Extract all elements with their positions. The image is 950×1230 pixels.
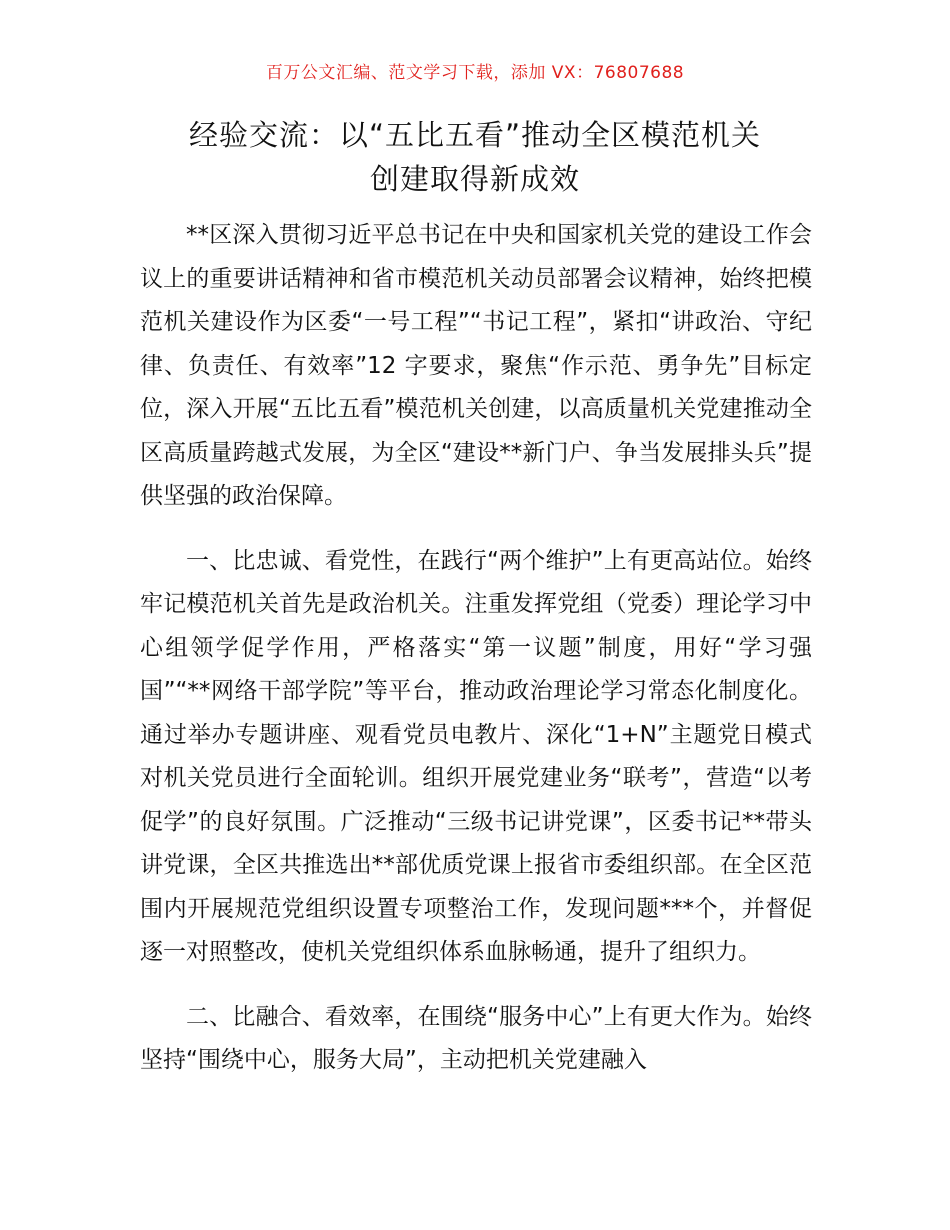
document-title-line-2: 创建取得新成效 [369, 162, 580, 196]
paragraph-section-two: 二、比融合、看效率，在围绕“服务中心”上有更大作为。始终坚持“围绕中心，服务大局”，主动把机关党建融入 [140, 1003, 812, 1073]
header-watermark-note: 百万公文汇编、范文学习下载，添加 VX：76807688 [265, 63, 685, 83]
paragraph-intro: **区深入贯彻习近平总书记在中央和国家机关党的建设工作会议上的重要讲话精神和省市模范机关动员部署会议精神，始终把模范机关建设作为区委“一号工程”“书记工程”，紧扣“讲政治、守纪律、负责任、有效率”12 字要求，聚焦“作示范、勇争先”目标定位，深入开展“五比五看”模范机关创建，以高质量机关党建推动全区高质量跨越式发展，为全区“建设**新门户、争当发展排头兵”提供坚强的政治保障。 [140, 222, 812, 509]
paragraph-section-one: 一、比忠诚、看党性，在践行“两个维护”上有更高站位。始终牢记模范机关首先是政治机关。注重发挥党组（党委）理论学习中心组领学促学作用，严格落实“第一议题”制度，用好“学习强国”“**网络干部学院”等平台，推动政治理论学习常态化制度化。通过举办专题讲座、观看党员电教片、深化“1+N”主题党日模式对机关党员进行全面轮训。组织开展党建业务“联考”，营造“以考促学”的良好氛围。广泛推动“三级书记讲党课”，区委书记**带头讲党课，全区共推选出**部优质党课上报省市委组织部。在全区范围内开展规范党组织设置专项整治工作，发现问题***个，并督促逐一对照整改，使机关党组织体系血脉畅通，提升了组织力。 [140, 547, 812, 965]
document-title-line-1: 经验交流：以“五比五看”推动全区模范机关 [188, 118, 762, 152]
document-title [120, 113, 830, 201]
document-body [140, 214, 812, 1104]
